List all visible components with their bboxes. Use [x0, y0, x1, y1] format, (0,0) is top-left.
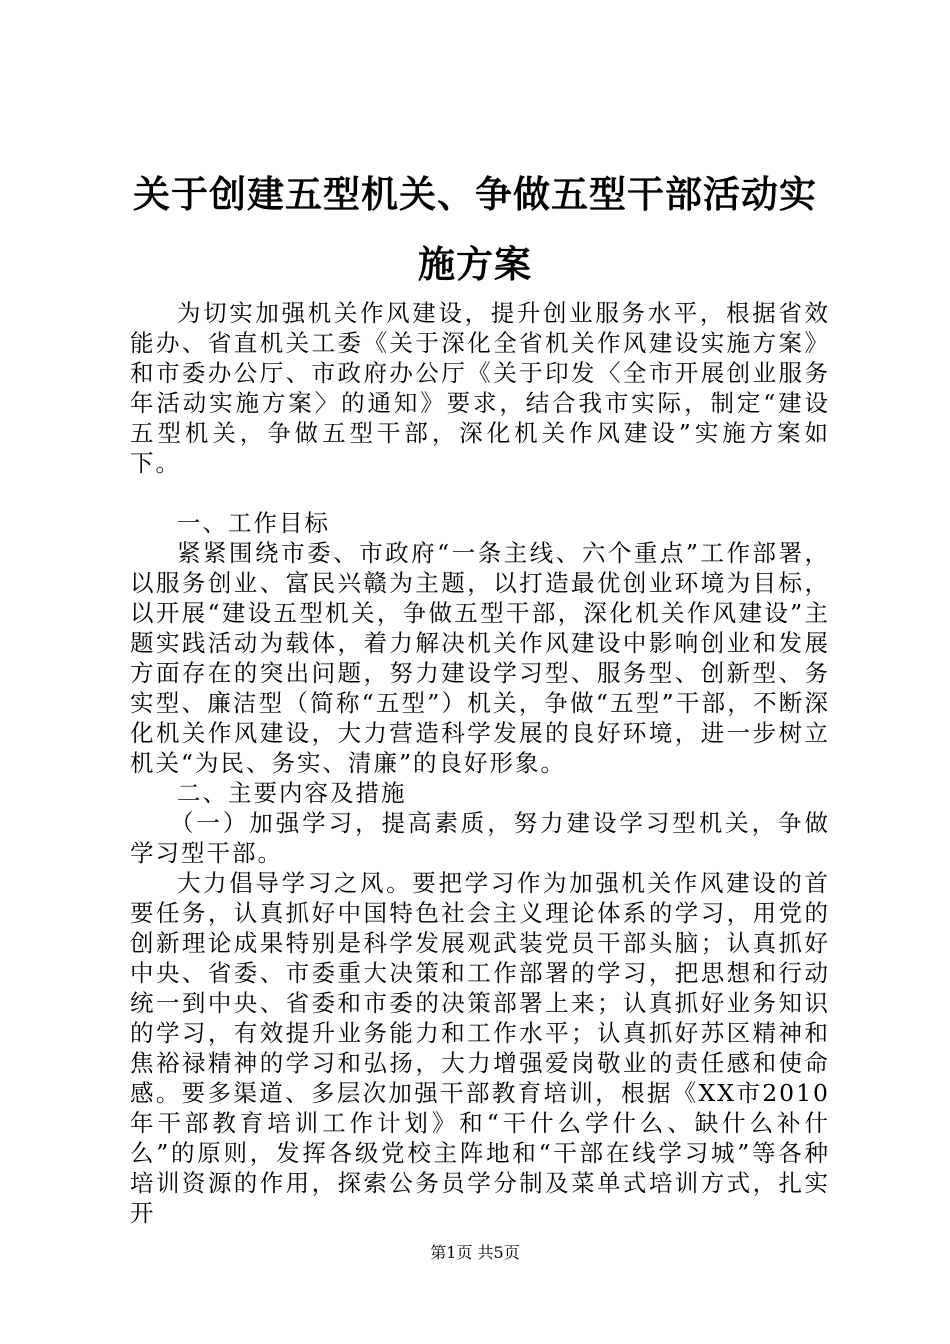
page-footer: 第1页 共5页: [430, 1243, 520, 1262]
document-body: [130, 298, 830, 1228]
goals-paragraph: 紧紧围绕市委、市政府“一条主线、六个重点”工作部署，以服务创业、富民兴赣为主题，以打造最优创业环境为目标，以开展“建设五型机关，争做五型干部，深化机关作风建设”主题实践活动为载体，着力解决机关作风建设中影响创业和发展方面存在的突出问题，努力建设学习型、服务型、创新型、务实型、廉洁型（简称“五型”）机关，争做“五型”干部，不断深化机关作风建设，大力营造科学发展的良好环境，进一步树立机关“为民、务实、清廉”的良好形象。: [130, 539, 830, 777]
intro-paragraph: 为切实加强机关作风建设，提升创业服务水平，根据省效能办、省直机关工委《关于深化全省机关作风建设实施方案》和市委办公厅、市政府办公厅《关于印发〈全市开展创业服务年活动实施方案〉的通知》要求，结合我市实际，制定“建设五型机关，争做五型干部，深化机关作风建设”实施方案如下。: [130, 299, 830, 477]
section-heading-measures: 二、主要内容及措施: [177, 779, 407, 807]
document-title: 关于创建五型机关、争做五型干部活动实施方案: [133, 173, 817, 286]
learning-paragraph: 大力倡导学习之风。要把学习作为加强机关作风建设的首要任务，认真抓好中国特色社会主义理论体系的学习，用党的创新理论成果特别是科学发展观武装党员干部头脑；认真抓好中央、省委、市委重大决策和工作部署的学习，把思想和行动统一到中央、省委和市委的决策部署上来；认真抓好业务知识的学习，有效提升业务能力和工作水平；认真抓好苏区精神和焦裕禄精神的学习和弘扬，大力增强爱岗敬业的责任感和使命感。要多渠道、多层次加强干部教育培训，根据《XX市2010年干部教育培训工作计划》和“干什么学什么、缺什么补什么”的原则，发挥各级党校主阵地和“干部在线学习城”等各种培训资源的作用，探索公务员学分制及菜单式培训方式，扎实开: [130, 869, 830, 1227]
subsection-heading-learning: （一）加强学习，提高素质，努力建设学习型机关，争做学习型干部。: [130, 809, 830, 867]
section-heading-goals: 一、工作目标: [177, 509, 330, 537]
